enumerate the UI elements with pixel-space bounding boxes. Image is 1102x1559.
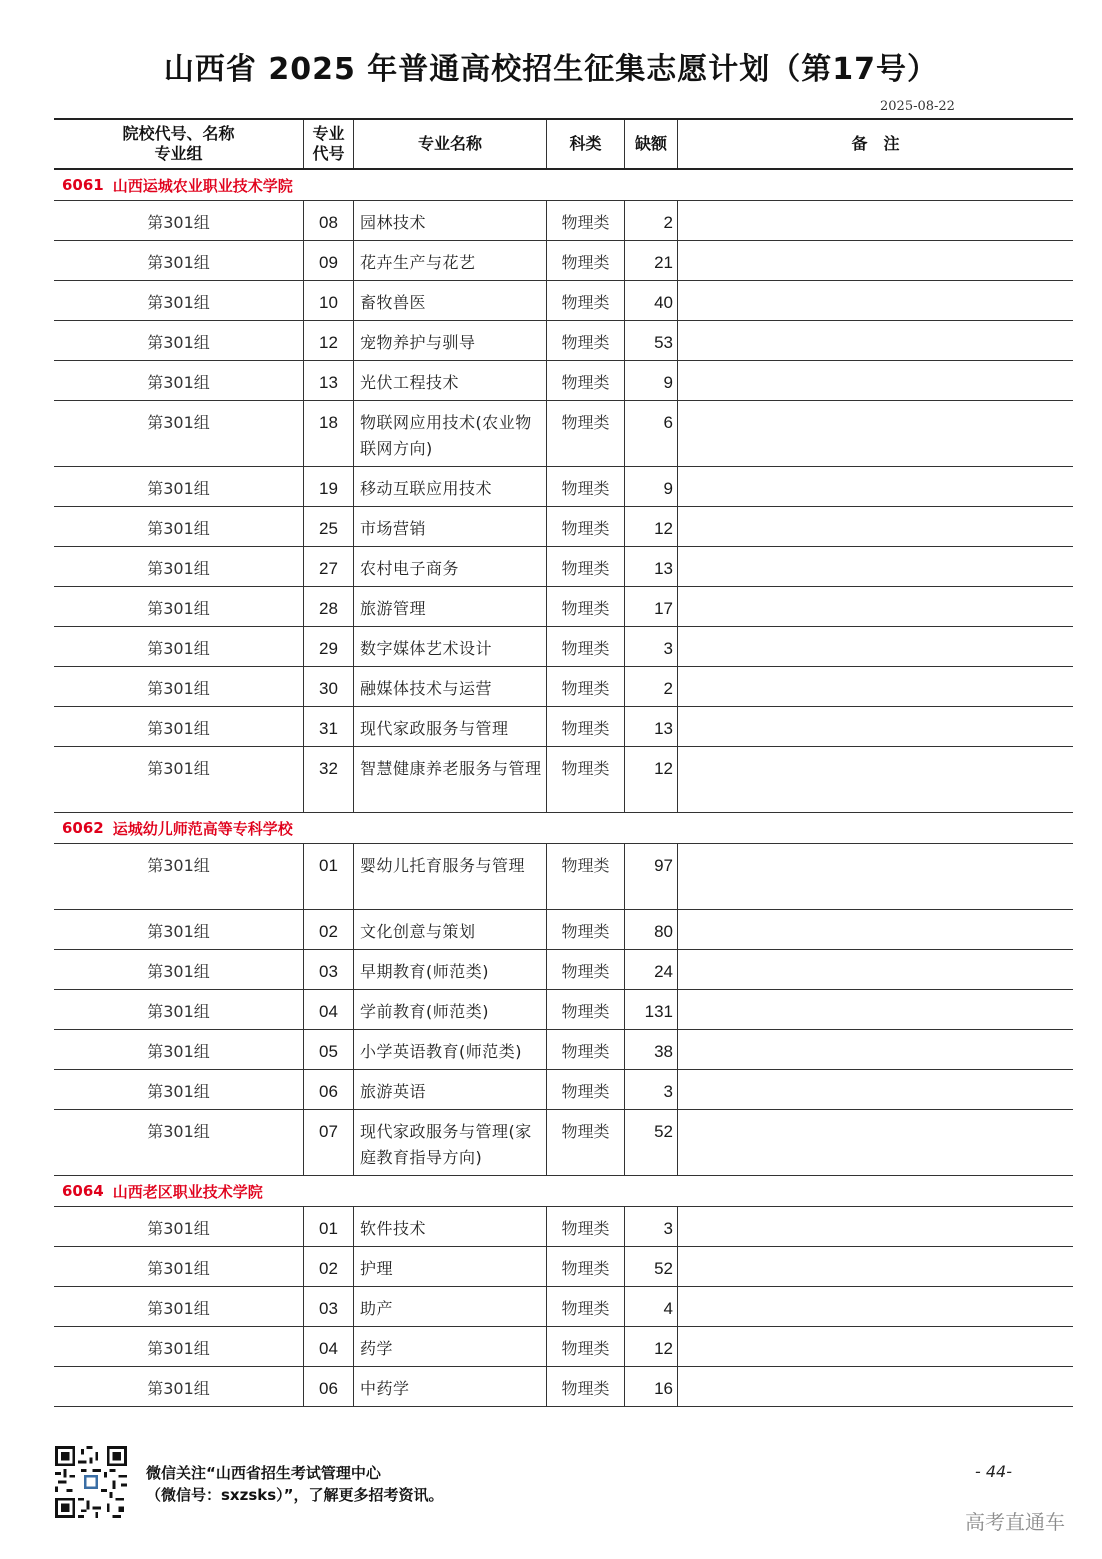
remark-cell bbox=[678, 507, 1073, 546]
table-row bbox=[54, 1247, 1073, 1287]
major-name-cell: 融媒体技术与运营 bbox=[354, 667, 547, 706]
major-name-cell: 智慧健康养老服务与管理 bbox=[354, 747, 547, 812]
plan-table bbox=[54, 118, 1073, 1407]
group-cell: 第301组 bbox=[54, 1247, 304, 1286]
footer-line2: （微信号：sxzsks）”，了解更多招考资讯。 bbox=[146, 1486, 444, 1504]
remark-cell bbox=[678, 241, 1073, 280]
major-code-cell: 31 bbox=[304, 707, 354, 746]
table-row bbox=[54, 844, 1073, 910]
group-cell: 第301组 bbox=[54, 950, 304, 989]
major-code-cell: 05 bbox=[304, 1030, 354, 1069]
table-row bbox=[54, 281, 1073, 321]
vacancy-cell: 53 bbox=[625, 321, 678, 360]
group-cell: 第301组 bbox=[54, 1367, 304, 1406]
group-cell: 第301组 bbox=[54, 747, 304, 812]
vacancy-cell: 16 bbox=[625, 1367, 678, 1406]
vacancy-cell: 2 bbox=[625, 201, 678, 240]
header-code bbox=[304, 120, 354, 168]
vacancy-cell: 4 bbox=[625, 1287, 678, 1326]
major-code-cell: 02 bbox=[304, 910, 354, 949]
table-row bbox=[54, 1327, 1073, 1367]
footer-line1: 微信关注“山西省招生考试管理中心 bbox=[146, 1464, 381, 1482]
major-name-cell: 小学英语教育(师范类) bbox=[354, 1030, 547, 1069]
category-cell: 物理类 bbox=[547, 547, 625, 586]
vacancy-cell: 6 bbox=[625, 401, 678, 466]
category-cell: 物理类 bbox=[547, 950, 625, 989]
group-cell: 第301组 bbox=[54, 401, 304, 466]
remark-cell bbox=[678, 1367, 1073, 1406]
group-cell: 第301组 bbox=[54, 467, 304, 506]
major-name-cell: 物联网应用技术(农业物联网方向) bbox=[354, 401, 547, 466]
school-name: 山西老区职业技术学院 bbox=[112, 1182, 263, 1201]
major-code-cell: 04 bbox=[304, 990, 354, 1029]
group-cell: 第301组 bbox=[54, 507, 304, 546]
table-body bbox=[54, 170, 1073, 1407]
vacancy-cell: 12 bbox=[625, 507, 678, 546]
remark-cell bbox=[678, 361, 1073, 400]
page-footer bbox=[0, 1440, 1102, 1540]
school-code: 6061 bbox=[62, 176, 104, 194]
table-row bbox=[54, 707, 1073, 747]
header-school-line2: 专业组 bbox=[154, 144, 203, 163]
school-heading bbox=[54, 1176, 1073, 1207]
vacancy-cell: 131 bbox=[625, 990, 678, 1029]
group-cell: 第301组 bbox=[54, 667, 304, 706]
major-name-cell: 宠物养护与驯导 bbox=[354, 321, 547, 360]
school-name: 运城幼儿师范高等专科学校 bbox=[112, 819, 293, 838]
vacancy-cell: 21 bbox=[625, 241, 678, 280]
major-name-cell: 软件技术 bbox=[354, 1207, 547, 1246]
major-code-cell: 13 bbox=[304, 361, 354, 400]
group-cell: 第301组 bbox=[54, 281, 304, 320]
vacancy-cell: 24 bbox=[625, 950, 678, 989]
remark-cell bbox=[678, 321, 1073, 360]
major-code-cell: 30 bbox=[304, 667, 354, 706]
remark-cell bbox=[678, 1030, 1073, 1069]
table-row bbox=[54, 910, 1073, 950]
group-cell: 第301组 bbox=[54, 1070, 304, 1109]
major-name-cell: 现代家政服务与管理(家庭教育指导方向) bbox=[354, 1110, 547, 1175]
major-name-cell: 市场营销 bbox=[354, 507, 547, 546]
major-code-cell: 01 bbox=[304, 844, 354, 909]
header-remark: 备 注 bbox=[851, 134, 900, 153]
table-row bbox=[54, 1207, 1073, 1247]
watermark: 高考直通车 bbox=[965, 1510, 1065, 1534]
major-name-cell: 花卉生产与花艺 bbox=[354, 241, 547, 280]
table-row bbox=[54, 1287, 1073, 1327]
major-name-cell: 护理 bbox=[354, 1247, 547, 1286]
major-code-cell: 25 bbox=[304, 507, 354, 546]
table-row bbox=[54, 990, 1073, 1030]
vacancy-cell: 3 bbox=[625, 1207, 678, 1246]
category-cell: 物理类 bbox=[547, 1327, 625, 1366]
remark-cell bbox=[678, 667, 1073, 706]
major-name-cell: 畜牧兽医 bbox=[354, 281, 547, 320]
remark-cell bbox=[678, 1207, 1073, 1246]
group-cell: 第301组 bbox=[54, 321, 304, 360]
vacancy-cell: 52 bbox=[625, 1247, 678, 1286]
category-cell: 物理类 bbox=[547, 1030, 625, 1069]
remark-cell bbox=[678, 910, 1073, 949]
remark-cell bbox=[678, 587, 1073, 626]
vacancy-cell: 97 bbox=[625, 844, 678, 909]
group-cell: 第301组 bbox=[54, 1327, 304, 1366]
major-code-cell: 03 bbox=[304, 1287, 354, 1326]
header-code-line1: 专业 bbox=[312, 124, 345, 143]
major-name-cell: 旅游管理 bbox=[354, 587, 547, 626]
remark-cell bbox=[678, 1070, 1073, 1109]
category-cell: 物理类 bbox=[547, 1367, 625, 1406]
table-row bbox=[54, 507, 1073, 547]
category-cell: 物理类 bbox=[547, 667, 625, 706]
remark-cell bbox=[678, 950, 1073, 989]
major-name-cell: 中药学 bbox=[354, 1367, 547, 1406]
major-code-cell: 28 bbox=[304, 587, 354, 626]
category-cell: 物理类 bbox=[547, 507, 625, 546]
major-code-cell: 29 bbox=[304, 627, 354, 666]
table-row bbox=[54, 1070, 1073, 1110]
table-row bbox=[54, 321, 1073, 361]
table-row bbox=[54, 467, 1073, 507]
header-category: 科类 bbox=[547, 120, 625, 168]
major-name-cell: 光伏工程技术 bbox=[354, 361, 547, 400]
major-name-cell: 文化创意与策划 bbox=[354, 910, 547, 949]
category-cell: 物理类 bbox=[547, 587, 625, 626]
category-cell: 物理类 bbox=[547, 201, 625, 240]
header-school bbox=[54, 120, 304, 168]
major-name-cell: 农村电子商务 bbox=[354, 547, 547, 586]
school-code: 6062 bbox=[62, 819, 104, 837]
major-code-cell: 09 bbox=[304, 241, 354, 280]
major-code-cell: 08 bbox=[304, 201, 354, 240]
category-cell: 物理类 bbox=[547, 1207, 625, 1246]
major-code-cell: 32 bbox=[304, 747, 354, 812]
category-cell: 物理类 bbox=[547, 1247, 625, 1286]
table-header bbox=[54, 118, 1073, 170]
major-code-cell: 04 bbox=[304, 1327, 354, 1366]
table-row bbox=[54, 401, 1073, 467]
major-code-cell: 27 bbox=[304, 547, 354, 586]
page-title: 山西省 2025 年普通高校招生征集志愿计划（第17号） bbox=[163, 52, 939, 87]
major-name-cell: 药学 bbox=[354, 1327, 547, 1366]
vacancy-cell: 40 bbox=[625, 281, 678, 320]
major-name-cell: 移动互联应用技术 bbox=[354, 467, 547, 506]
remark-cell bbox=[678, 707, 1073, 746]
category-cell: 物理类 bbox=[547, 1070, 625, 1109]
table-row bbox=[54, 950, 1073, 990]
header-code-line2: 代号 bbox=[312, 144, 345, 163]
category-cell: 物理类 bbox=[547, 361, 625, 400]
vacancy-cell: 2 bbox=[625, 667, 678, 706]
remark-cell bbox=[678, 627, 1073, 666]
table-row bbox=[54, 201, 1073, 241]
footer-notice bbox=[146, 1462, 444, 1506]
major-name-cell: 婴幼儿托育服务与管理 bbox=[354, 844, 547, 909]
group-cell: 第301组 bbox=[54, 587, 304, 626]
major-code-cell: 12 bbox=[304, 321, 354, 360]
school-name: 山西运城农业职业技术学院 bbox=[112, 176, 293, 195]
header-vacancy: 缺额 bbox=[625, 120, 678, 168]
major-code-cell: 06 bbox=[304, 1070, 354, 1109]
major-code-cell: 03 bbox=[304, 950, 354, 989]
table-row bbox=[54, 361, 1073, 401]
category-cell: 物理类 bbox=[547, 990, 625, 1029]
vacancy-cell: 17 bbox=[625, 587, 678, 626]
category-cell: 物理类 bbox=[547, 467, 625, 506]
header-school-line1: 院校代号、名称 bbox=[122, 124, 235, 143]
group-cell: 第301组 bbox=[54, 201, 304, 240]
vacancy-cell: 12 bbox=[625, 747, 678, 812]
table-row bbox=[54, 667, 1073, 707]
vacancy-cell: 3 bbox=[625, 627, 678, 666]
school-heading bbox=[54, 813, 1073, 844]
group-cell: 第301组 bbox=[54, 1207, 304, 1246]
vacancy-cell: 80 bbox=[625, 910, 678, 949]
major-name-cell: 园林技术 bbox=[354, 201, 547, 240]
category-cell: 物理类 bbox=[547, 844, 625, 909]
vacancy-cell: 13 bbox=[625, 547, 678, 586]
table-row bbox=[54, 1367, 1073, 1407]
header-major: 专业名称 bbox=[354, 120, 547, 168]
remark-cell bbox=[678, 1247, 1073, 1286]
table-row bbox=[54, 547, 1073, 587]
group-cell: 第301组 bbox=[54, 1287, 304, 1326]
remark-cell bbox=[678, 1110, 1073, 1175]
vacancy-cell: 13 bbox=[625, 707, 678, 746]
vacancy-cell: 3 bbox=[625, 1070, 678, 1109]
major-code-cell: 19 bbox=[304, 467, 354, 506]
category-cell: 物理类 bbox=[547, 241, 625, 280]
publish-date: 2025-08-22 bbox=[880, 99, 955, 114]
major-name-cell: 数字媒体艺术设计 bbox=[354, 627, 547, 666]
remark-cell bbox=[678, 844, 1073, 909]
group-cell: 第301组 bbox=[54, 1110, 304, 1175]
category-cell: 物理类 bbox=[547, 1287, 625, 1326]
category-cell: 物理类 bbox=[547, 401, 625, 466]
remark-cell bbox=[678, 990, 1073, 1029]
school-code: 6064 bbox=[62, 1182, 104, 1200]
group-cell: 第301组 bbox=[54, 241, 304, 280]
remark-cell bbox=[678, 1287, 1073, 1326]
vacancy-cell: 12 bbox=[625, 1327, 678, 1366]
category-cell: 物理类 bbox=[547, 1110, 625, 1175]
remark-cell bbox=[678, 747, 1073, 812]
major-code-cell: 02 bbox=[304, 1247, 354, 1286]
category-cell: 物理类 bbox=[547, 747, 625, 812]
major-code-cell: 06 bbox=[304, 1367, 354, 1406]
vacancy-cell: 9 bbox=[625, 467, 678, 506]
major-name-cell: 旅游英语 bbox=[354, 1070, 547, 1109]
remark-cell bbox=[678, 1327, 1073, 1366]
remark-cell bbox=[678, 401, 1073, 466]
major-code-cell: 07 bbox=[304, 1110, 354, 1175]
major-code-cell: 18 bbox=[304, 401, 354, 466]
major-name-cell: 现代家政服务与管理 bbox=[354, 707, 547, 746]
group-cell: 第301组 bbox=[54, 844, 304, 909]
group-cell: 第301组 bbox=[54, 547, 304, 586]
group-cell: 第301组 bbox=[54, 361, 304, 400]
major-code-cell: 01 bbox=[304, 1207, 354, 1246]
group-cell: 第301组 bbox=[54, 910, 304, 949]
major-name-cell: 学前教育(师范类) bbox=[354, 990, 547, 1029]
table-row bbox=[54, 627, 1073, 667]
remark-cell bbox=[678, 547, 1073, 586]
table-row bbox=[54, 587, 1073, 627]
page-number: - 44- bbox=[975, 1462, 1012, 1481]
group-cell: 第301组 bbox=[54, 990, 304, 1029]
remark-cell bbox=[678, 467, 1073, 506]
major-name-cell: 早期教育(师范类) bbox=[354, 950, 547, 989]
remark-cell bbox=[678, 201, 1073, 240]
vacancy-cell: 52 bbox=[625, 1110, 678, 1175]
group-cell: 第301组 bbox=[54, 1030, 304, 1069]
school-heading bbox=[54, 170, 1073, 201]
table-row bbox=[54, 1030, 1073, 1070]
remark-cell bbox=[678, 281, 1073, 320]
table-row bbox=[54, 747, 1073, 813]
category-cell: 物理类 bbox=[547, 910, 625, 949]
table-row bbox=[54, 241, 1073, 281]
category-cell: 物理类 bbox=[547, 707, 625, 746]
vacancy-cell: 38 bbox=[625, 1030, 678, 1069]
group-cell: 第301组 bbox=[54, 627, 304, 666]
category-cell: 物理类 bbox=[547, 321, 625, 360]
category-cell: 物理类 bbox=[547, 281, 625, 320]
vacancy-cell: 9 bbox=[625, 361, 678, 400]
group-cell: 第301组 bbox=[54, 707, 304, 746]
table-row bbox=[54, 1110, 1073, 1176]
qr-code-icon bbox=[55, 1446, 127, 1518]
major-code-cell: 10 bbox=[304, 281, 354, 320]
major-name-cell: 助产 bbox=[354, 1287, 547, 1326]
category-cell: 物理类 bbox=[547, 627, 625, 666]
